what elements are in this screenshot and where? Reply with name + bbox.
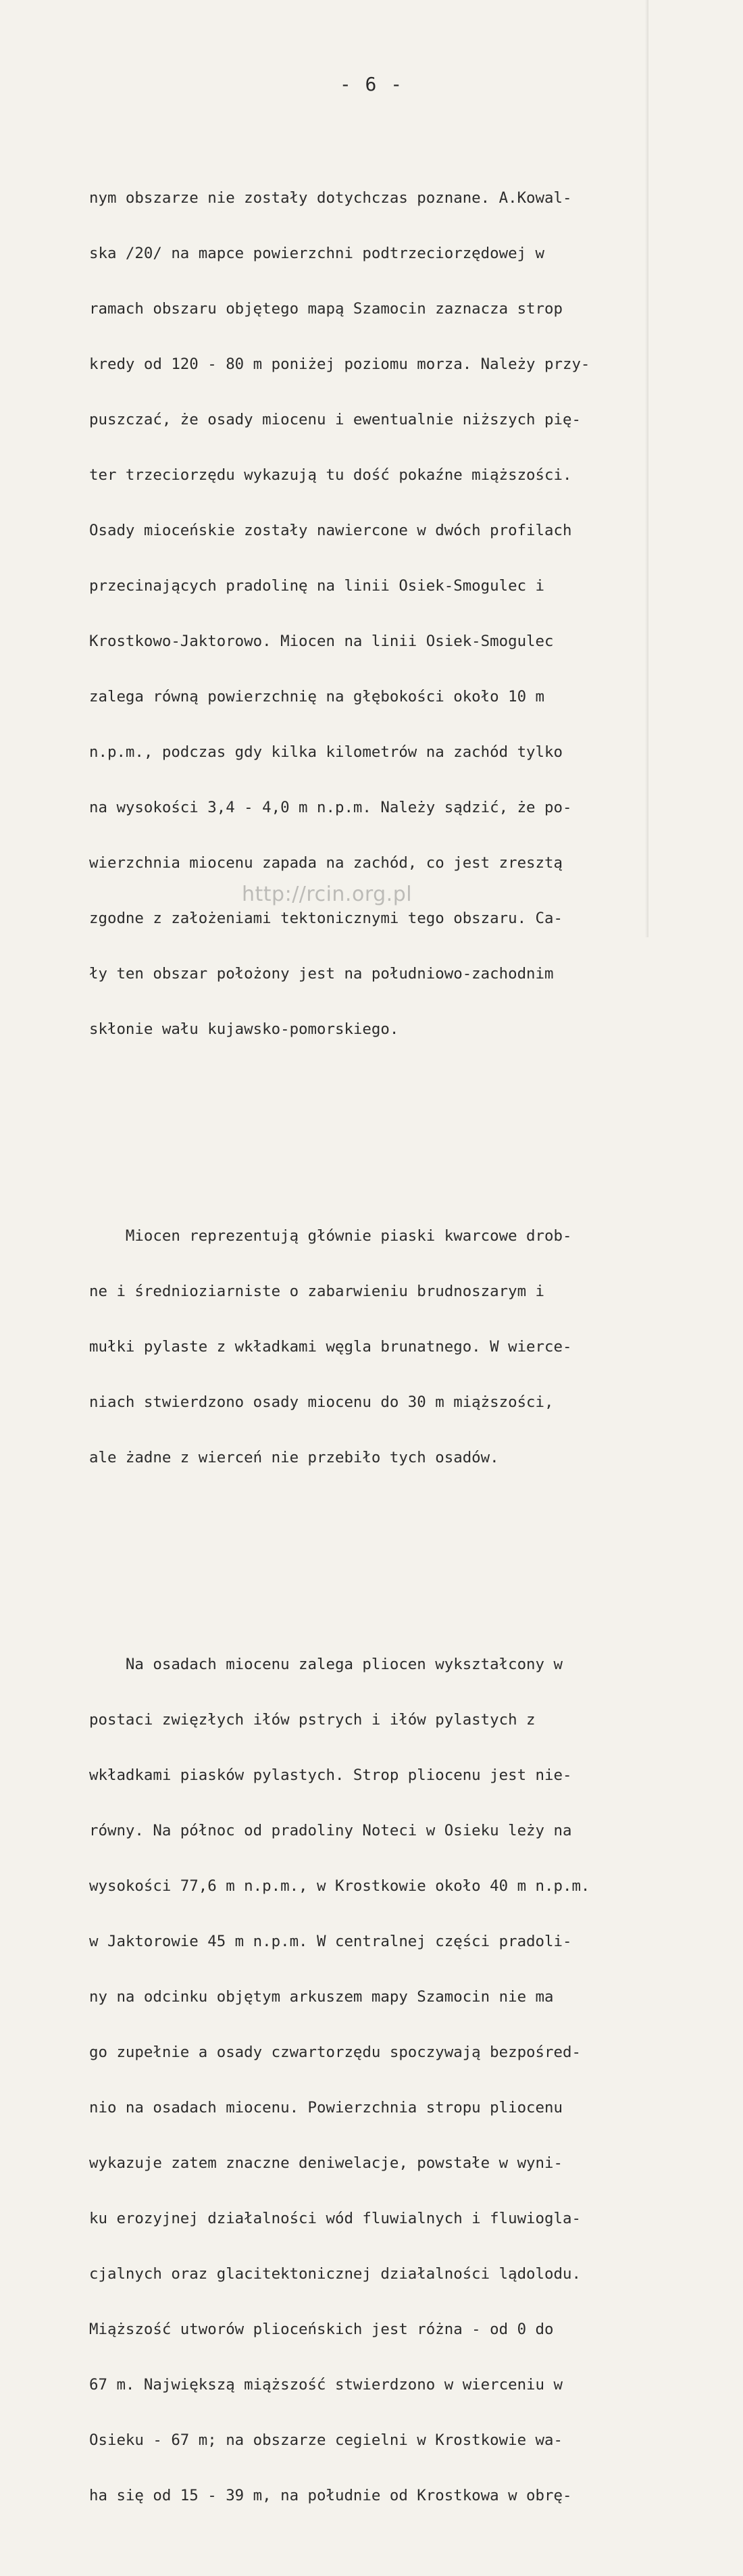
text-line: 67 m. Największą miąższość stwierdzono w wierceniu w	[89, 2376, 563, 2394]
watermark-url: http://rcin.org.pl	[242, 883, 413, 906]
text-line: nio na osadach miocenu. Powierzchnia stropu pliocenu	[89, 2099, 563, 2116]
text-line: postaci zwięzłych iłów pstrych i iłów pylastych z	[89, 1711, 536, 1729]
paragraph-2	[89, 1191, 670, 1503]
text-line: puszczać, że osady miocenu i ewentualnie niższych pię-	[89, 411, 581, 428]
text-line: mułki pylaste z wkładkami węgla brunatnego. W wierce-	[89, 1338, 572, 1356]
text-line: go zupełnie a osady czwartorzędu spoczywają bezpośred-	[89, 2044, 581, 2061]
text-line: w Jaktorowie 45 m n.p.m. W centralnej części pradoli-	[89, 1933, 572, 1950]
text-line: ramach obszaru objętego mapą Szamocin zaznacza strop	[89, 300, 563, 318]
text-line: ter trzeciorzędu wykazują tu dość pokaźne miąższości.	[89, 466, 572, 484]
text-line: wykazuje zatem znaczne deniwelacje, powstałe w wyni-	[89, 2154, 563, 2172]
text-line: ku erozyjnej działalności wód fluwialnych i fluwiogla-	[89, 2210, 581, 2227]
paragraph-3	[89, 1619, 670, 2541]
text-line: nym obszarze nie zostały dotychczas poznane. A.Kowal-	[89, 189, 572, 207]
text-line: wysokości 77,6 m n.p.m., w Krostkowie około 40 m n.p.m.	[89, 1877, 590, 1895]
text-line: Miąższość utworów plioceńskich jest różna - od 0 do	[89, 2321, 554, 2338]
text-line: Osady mioceńskie zostały nawiercone w dwóch profilach	[89, 522, 572, 539]
text-line: zalega równą powierzchnię na głębokości około 10 m	[89, 688, 545, 705]
text-line: kredy od 120 - 80 m poniżej poziomu morza. Należy przy-	[89, 355, 590, 373]
paragraph-gap	[89, 1127, 670, 1138]
text-line: skłonie wału kujawsko-pomorskiego.	[89, 1020, 399, 1038]
text-line: cjalnych oraz glacitektonicznej działalności lądolodu.	[89, 2265, 581, 2283]
text-line: ale żadne z wierceń nie przebiło tych osadów.	[89, 1449, 499, 1466]
page-edge-shadow	[645, 0, 648, 937]
text-line: na wysokości 3,4 - 4,0 m n.p.m. Należy sądzić, że po-	[89, 799, 572, 816]
text-line: ne i średnioziarniste o zabarwieniu brudnoszarym i	[89, 1283, 545, 1300]
text-line: wkładkami piasków pylastych. Strop pliocenu jest nie-	[89, 1766, 572, 1784]
text-line: ska /20/ na mapce powierzchni podtrzeciorzędowej w	[89, 245, 545, 262]
text-line: Krostkowo-Jaktorowo. Miocen na linii Osiek-Smogulec	[89, 633, 554, 650]
text-line: niach stwierdzono osady miocenu do 30 m miąższości,	[89, 1393, 554, 1411]
text-line: ha się od 15 - 39 m, na południe od Krostkowa w obrę-	[89, 2487, 572, 2504]
text-line: Osieku - 67 m; na obszarze cegielni w Krostkowie wa-	[89, 2431, 563, 2449]
text-line: Na osadach miocenu zalega pliocen wykształcony w	[89, 1656, 563, 1673]
body-text	[89, 118, 670, 2576]
text-line: n.p.m., podczas gdy kilka kilometrów na zachód tylko	[89, 743, 563, 761]
text-line: wierzchnia miocenu zapada na zachód, co jest zresztą	[89, 854, 563, 872]
text-line: zgodne z założeniami tektonicznymi tego obszaru. Ca-	[89, 910, 563, 927]
paragraph-gap	[89, 1556, 670, 1566]
text-line: równy. Na północ od pradoliny Noteci w Osieku leży na	[89, 1822, 572, 1839]
text-line: ny na odcinku objętym arkuszem mapy Szamocin nie ma	[89, 1988, 554, 2006]
text-line: ły ten obszar położony jest na południowo-zachodnim	[89, 965, 554, 983]
text-line: przecinających pradolinę na linii Osiek-Smogulec i	[89, 577, 545, 595]
page-number: - 6 -	[339, 73, 404, 95]
paragraph-1	[89, 153, 670, 1074]
text-line: Miocen reprezentują głównie piaski kwarcowe drob-	[89, 1227, 572, 1245]
